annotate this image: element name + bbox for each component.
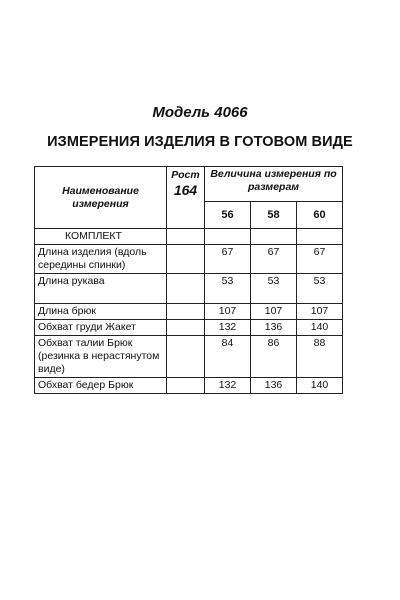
row-value: 140 bbox=[297, 378, 343, 394]
empty-cell bbox=[167, 336, 205, 378]
row-value: 107 bbox=[297, 304, 343, 320]
row-value: 136 bbox=[251, 378, 297, 394]
row-name: Длина рукава bbox=[35, 274, 167, 304]
empty-cell bbox=[167, 245, 205, 274]
row-value: 136 bbox=[251, 320, 297, 336]
table-row bbox=[35, 245, 343, 274]
size-header-60: 60 bbox=[297, 202, 343, 229]
model-title: Модель 4066 bbox=[152, 104, 248, 121]
empty-cell bbox=[167, 304, 205, 320]
row-name: Обхват талии Брюк (резинка в нерастянутом виде) bbox=[35, 336, 167, 378]
size-header-58: 58 bbox=[251, 202, 297, 229]
empty-cell bbox=[297, 229, 343, 245]
row-value: 67 bbox=[251, 245, 297, 274]
table-row bbox=[35, 336, 343, 378]
row-value: 84 bbox=[205, 336, 251, 378]
empty-cell bbox=[167, 320, 205, 336]
header-height-label: Рост bbox=[171, 169, 200, 181]
row-value: 132 bbox=[205, 320, 251, 336]
row-value: 140 bbox=[297, 320, 343, 336]
header-height bbox=[167, 167, 205, 229]
row-value: 107 bbox=[251, 304, 297, 320]
row-name: Обхват груди Жакет bbox=[35, 320, 167, 336]
row-name: Обхват бедер Брюк bbox=[35, 378, 167, 394]
row-value: 107 bbox=[205, 304, 251, 320]
table-row bbox=[35, 320, 343, 336]
empty-cell bbox=[167, 229, 205, 245]
row-name: Длина изделия (вдоль середины спинки) bbox=[35, 245, 167, 274]
table-header-row bbox=[35, 167, 343, 202]
table-section-row bbox=[35, 229, 343, 245]
section-label: КОМПЛЕКТ bbox=[35, 229, 167, 245]
size-header-56: 56 bbox=[205, 202, 251, 229]
measurements-table bbox=[34, 166, 343, 394]
row-name: Длина брюк bbox=[35, 304, 167, 320]
row-value: 86 bbox=[251, 336, 297, 378]
row-value: 67 bbox=[205, 245, 251, 274]
table-row bbox=[35, 378, 343, 394]
empty-cell bbox=[251, 229, 297, 245]
header-measurement-name: Наименование измерения bbox=[35, 167, 167, 229]
empty-cell bbox=[167, 274, 205, 304]
row-value: 53 bbox=[297, 274, 343, 304]
row-value: 53 bbox=[251, 274, 297, 304]
row-value: 88 bbox=[297, 336, 343, 378]
table-row bbox=[35, 304, 343, 320]
header-height-value: 164 bbox=[173, 182, 198, 198]
table-row bbox=[35, 274, 343, 304]
row-value: 132 bbox=[205, 378, 251, 394]
row-value: 53 bbox=[205, 274, 251, 304]
empty-cell bbox=[205, 229, 251, 245]
row-value: 67 bbox=[297, 245, 343, 274]
document-title: ИЗМЕРЕНИЯ ИЗДЕЛИЯ В ГОТОВОМ ВИДЕ bbox=[47, 134, 353, 150]
header-sizes: Величина измерения по размерам bbox=[205, 167, 343, 202]
empty-cell bbox=[167, 378, 205, 394]
